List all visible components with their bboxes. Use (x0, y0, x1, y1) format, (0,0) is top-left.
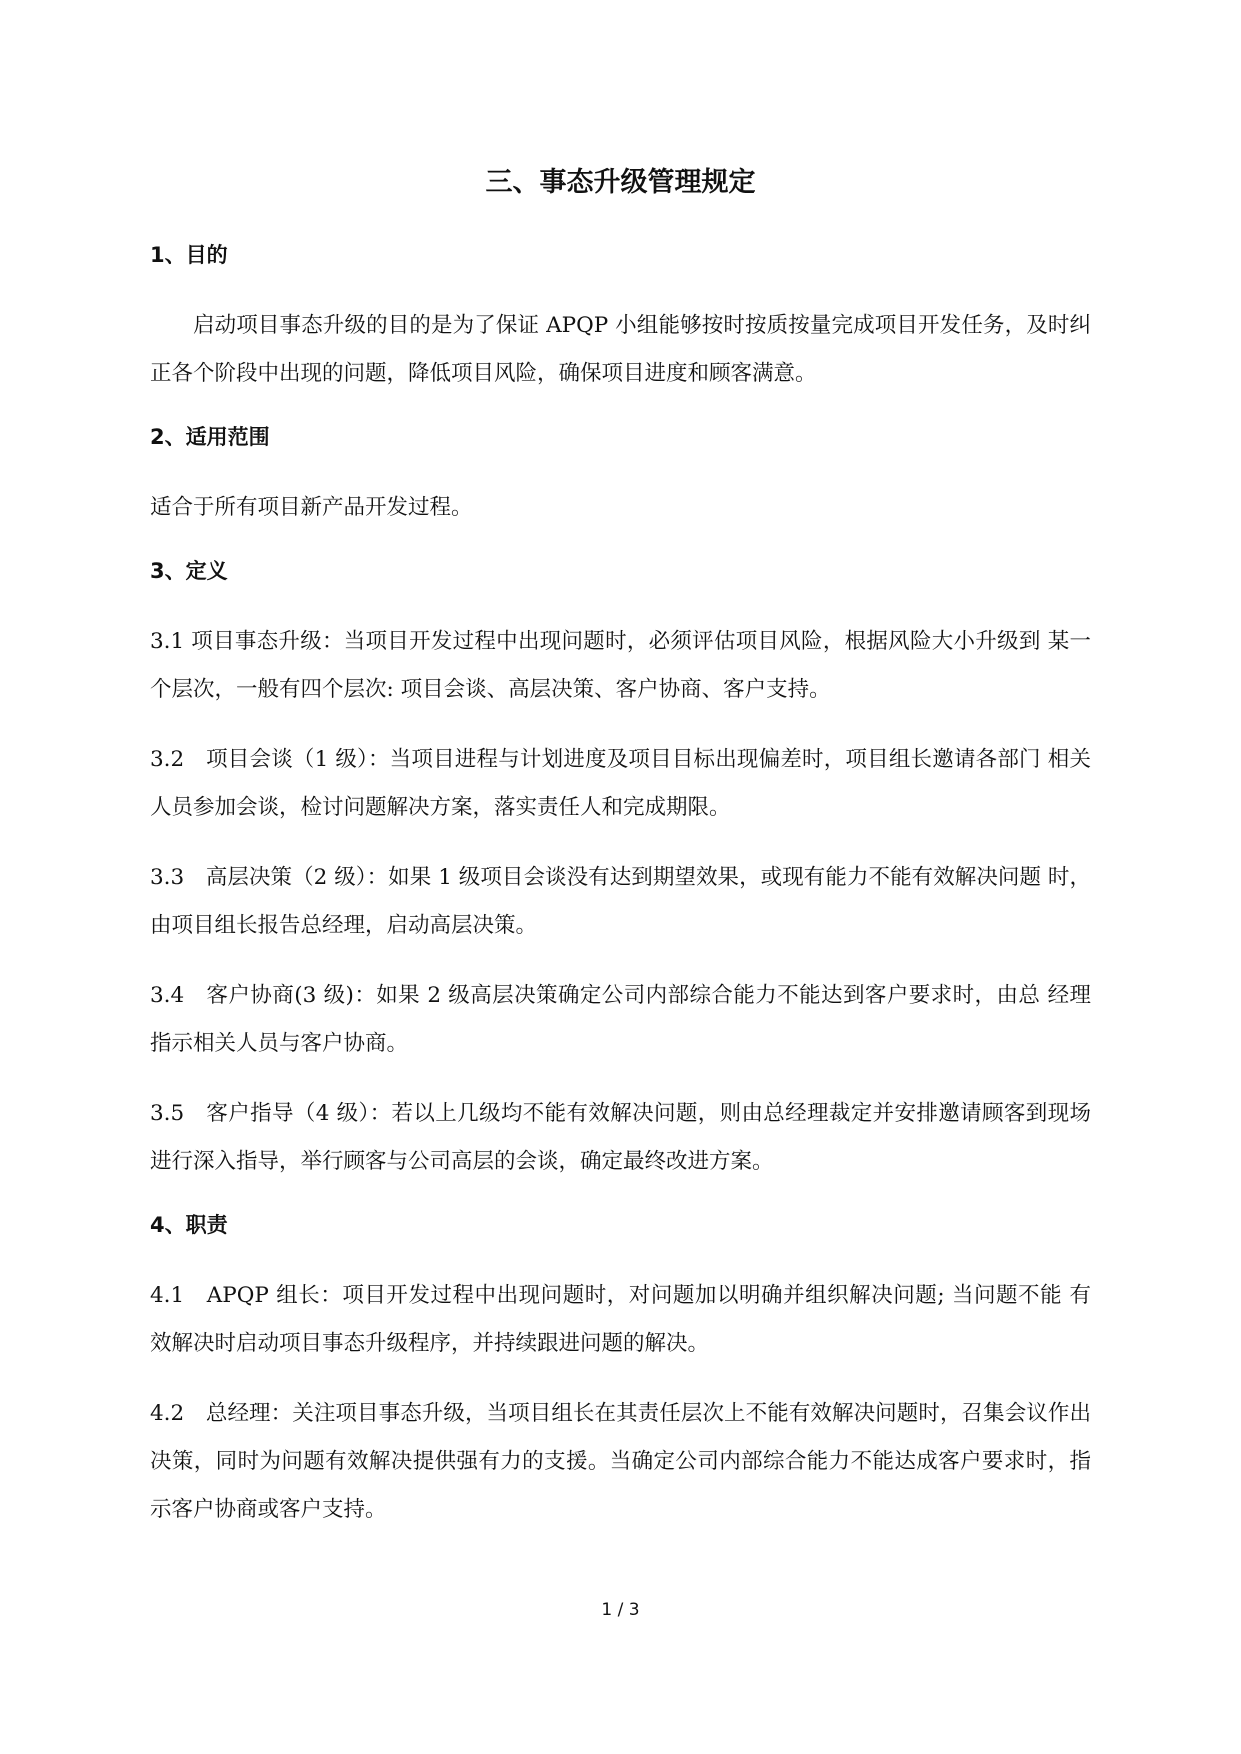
paragraph: 启动项目事态升级的目的是为了保证 APQP 小组能够按时按质按量完成项目开发任务，及时纠正各个阶段中出现的问题，降低项目风险，确保项目进度和顾客满意。 (150, 313, 1091, 386)
page-number: 1 / 3 (601, 1600, 640, 1620)
paragraph: 3.1 项目事态升级：当项目开发过程中出现问题时，必须评估项目风险，根据风险大小升级到 某一个层次，一般有四个层次: 项目会谈、高层决策、客户协商、客户支持。 (150, 629, 1091, 702)
paragraph: 3.4 客户协商(3 级)：如果 2 级高层决策确定公司内部综合能力不能达到客户要求时，由总 经理指示相关人员与客户协商。 (150, 983, 1091, 1056)
section-responsibilities (150, 1208, 1091, 1534)
section-heading: 4、职责 (150, 1213, 228, 1237)
section-heading: 2、适用范围 (150, 425, 270, 449)
section-definitions (150, 554, 1091, 1186)
section-heading: 3、定义 (150, 559, 228, 583)
section-heading: 1、目的 (150, 243, 228, 267)
paragraph: 3.2 项目会谈（1 级）：当项目进程与计划进度及项目目标出现偏差时，项目组长邀请各部门 相关人员参加会谈，检讨问题解决方案，落实责任人和完成期限。 (150, 747, 1091, 820)
section-purpose (150, 238, 1091, 398)
paragraph: 3.3 高层决策（2 级）：如果 1 级项目会谈没有达到期望效果，或现有能力不能有效解决问题 时，由项目组长报告总经理，启动高层决策。 (150, 865, 1091, 938)
document-body (150, 238, 1091, 1556)
document-title: 三、事态升级管理规定 (485, 167, 756, 198)
paragraph: 4.1 APQP 组长：项目开发过程中出现问题时，对问题加以明确并组织解决问题; 当问题不能 有效解决时启动项目事态升级程序，并持续跟进问题的解决。 (150, 1283, 1091, 1356)
paragraph: 适合于所有项目新产品开发过程。 (150, 495, 473, 520)
section-scope (150, 420, 1091, 532)
paragraph: 3.5 客户指导（4 级）：若以上几级均不能有效解决问题，则由总经理裁定并安排邀请顾客到现场进行深入指导，举行顾客与公司高层的会谈，确定最终改进方案。 (150, 1101, 1091, 1174)
paragraph: 4.2 总经理：关注项目事态升级，当项目组长在其责任层次上不能有效解决问题时，召集会议作出决策，同时为问题有效解决提供强有力的支援。当确定公司内部综合能力不能达成客户要求时，指示客户协商或客户支持。 (150, 1401, 1091, 1522)
